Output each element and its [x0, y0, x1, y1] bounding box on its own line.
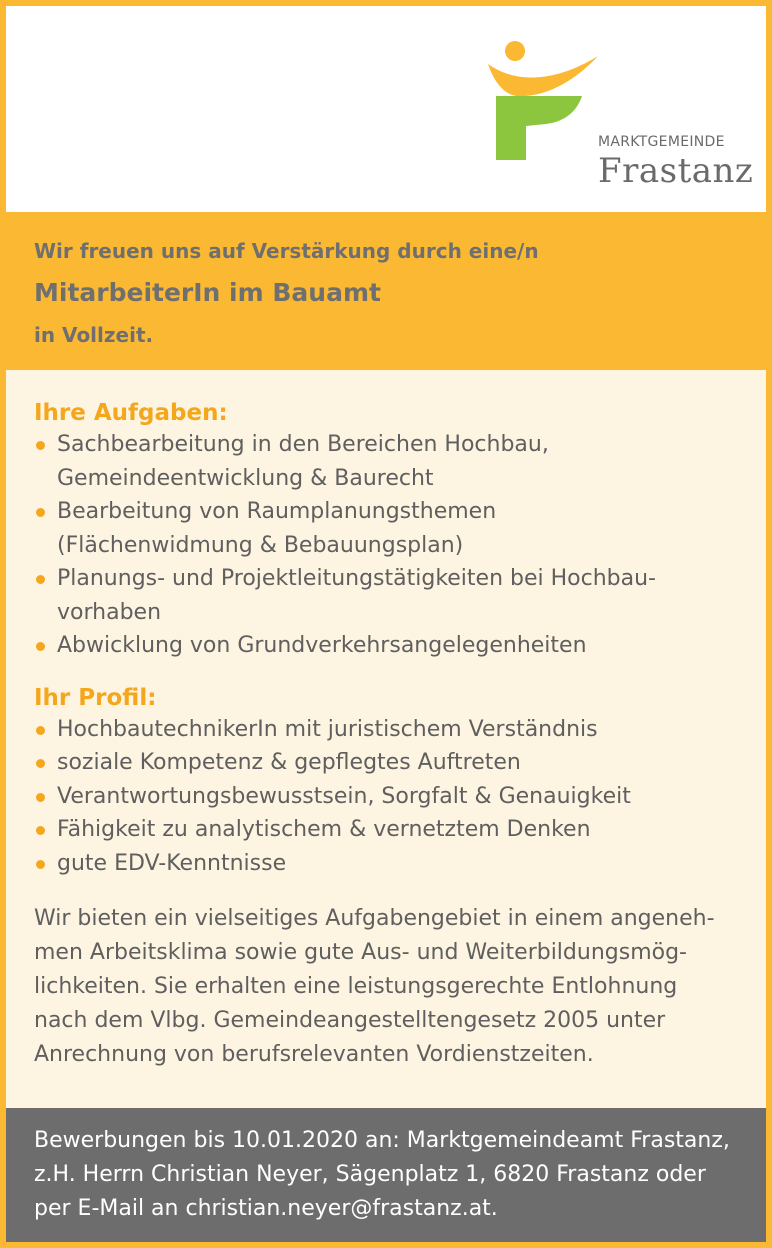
bullet-icon: [36, 642, 45, 651]
list-item: Verantwortungsbewusstsein, Sorgfalt & Genauigkeit: [34, 780, 746, 814]
list-item: gute EDV-Kenntnisse: [34, 847, 746, 881]
frastanz-logo-icon: [486, 34, 606, 164]
intro-line: Wir freuen uns auf Verstärkung durch eine/n: [34, 239, 539, 263]
list-item: Abwicklung von Grundverkehrsangelegenheiten: [34, 629, 746, 663]
header: [6, 6, 766, 212]
logo-subtitle: MARKTGEMEINDE: [598, 134, 725, 150]
tasks-list: [34, 428, 746, 663]
tasks-heading: Ihre Aufgaben:: [34, 400, 228, 426]
list-item: Fähigkeit zu analytischem & vernetztem Denken: [34, 813, 746, 847]
profile-list: [34, 713, 746, 881]
application-info: Bewerbungen bis 10.01.2020 an: Marktgemeindeamt Frastanz, z.H. Herrn Christian Neyer, Sägenplatz 1, 6820 Frastanz oder per E-Mail an christian.neyer@frastanz.at.: [34, 1124, 749, 1226]
logo-title: Frastanz: [598, 151, 754, 191]
employment-type: in Vollzeit.: [34, 323, 154, 347]
content-box: [6, 370, 766, 1108]
job-title: MitarbeiterIn im Bauamt: [34, 278, 381, 307]
bullet-icon: [36, 793, 45, 802]
list-item: Sachbearbeitung in den Bereichen Hochbau, Gemeindeentwicklung & Baurecht: [34, 428, 746, 495]
bullet-icon: [36, 759, 45, 768]
bullet-icon: [36, 441, 45, 450]
bullet-icon: [36, 826, 45, 835]
email-link[interactable]: per E-Mail an christian.neyer@frastanz.at.: [34, 1196, 498, 1221]
profile-heading: Ihr Profil:: [34, 684, 157, 711]
bullet-icon: [36, 860, 45, 869]
offer-paragraph: Wir bieten ein vielseitiges Aufgabengebiet in einem angeneh- men Arbeitsklima sowie gute Aus- und Weiterbildungsmög- lichkeiten. Sie erhalten eine leistungsgerechte Entlohnung nach dem Vlbg. Gemeindeangestelltengesetz 2005 unter Anrechnung von berufsrelevanten Vordienstzeiten.: [34, 906, 715, 1067]
list-item: HochbautechnikerIn mit juristischem Verständnis: [34, 713, 746, 747]
bullet-icon: [36, 575, 45, 584]
list-item: soziale Kompetenz & gepflegtes Auftreten: [34, 746, 746, 780]
bullet-icon: [36, 726, 45, 735]
bullet-icon: [36, 508, 45, 517]
list-item: Bearbeitung von Raumplanungsthemen (Flächenwidmung & Bebauungsplan): [34, 495, 746, 562]
intro: [34, 236, 734, 350]
list-item: Planungs- und Projektleitungstätigkeiten bei Hochbau- vorhaben: [34, 562, 746, 629]
footer: [6, 1108, 766, 1242]
